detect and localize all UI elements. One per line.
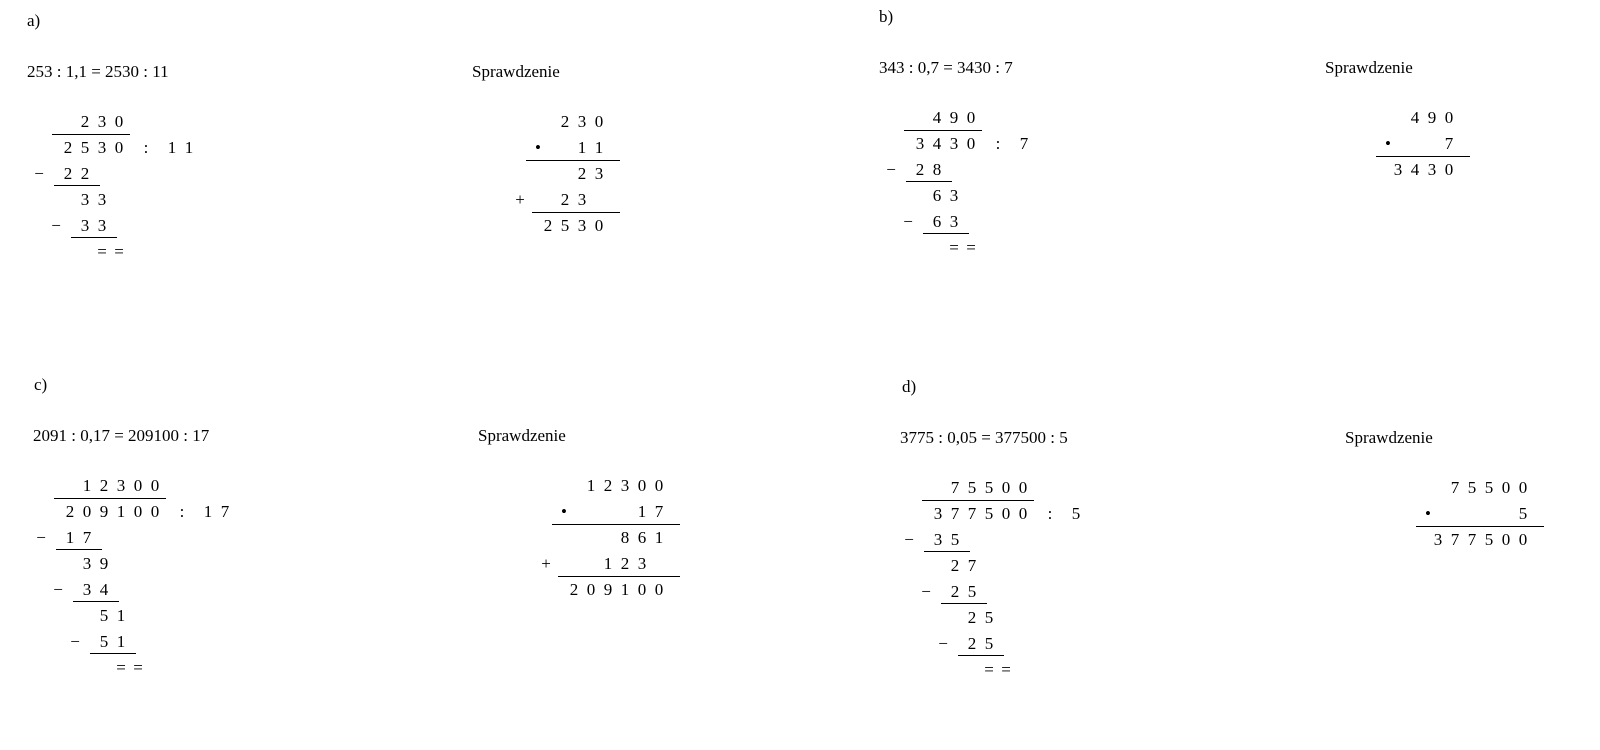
partial-digit: 1 bbox=[654, 528, 664, 547]
check-title: Sprawdzenie bbox=[1345, 428, 1433, 447]
partial-digit: 2 bbox=[560, 190, 570, 209]
result-digit: 0 bbox=[594, 216, 604, 235]
subtrahend-digit: 8 bbox=[932, 160, 942, 179]
subtraction-bar bbox=[941, 603, 987, 604]
problem-label: a) bbox=[27, 11, 41, 30]
factor-digit: 0 bbox=[1444, 108, 1454, 127]
remainder-digit: 3 bbox=[82, 554, 92, 573]
factor-digit: 0 bbox=[1501, 478, 1511, 497]
subtrahend-digit: 1 bbox=[116, 632, 126, 651]
dividend-digit: 0 bbox=[1001, 504, 1011, 523]
subtrahend-digit: 3 bbox=[933, 530, 943, 549]
dividend-digit: 3 bbox=[949, 134, 959, 153]
subtraction-bar bbox=[90, 653, 136, 654]
zero-remainder-mark: = bbox=[949, 238, 959, 257]
result-digit: 7 bbox=[1467, 530, 1477, 549]
result-digit: 0 bbox=[1501, 530, 1511, 549]
quotient-digit: 7 bbox=[950, 478, 960, 497]
subtrahend-digit: 5 bbox=[967, 582, 977, 601]
subtraction-bar bbox=[73, 601, 119, 602]
factor-digit: 3 bbox=[577, 112, 587, 131]
zero-remainder-mark: = bbox=[116, 658, 126, 677]
zero-remainder-mark: = bbox=[1001, 660, 1011, 679]
subtrahend-digit: 6 bbox=[932, 212, 942, 231]
factor-digit: 1 bbox=[586, 476, 596, 495]
partial-digit: 6 bbox=[637, 528, 647, 547]
divisor-digit: 7 bbox=[220, 502, 230, 521]
subtraction-bar bbox=[71, 237, 117, 238]
dividend-digit: 4 bbox=[932, 134, 942, 153]
subtrahend-digit: 2 bbox=[80, 164, 90, 183]
dividend-digit: 0 bbox=[966, 134, 976, 153]
dividend-digit: 0 bbox=[114, 138, 124, 157]
division-colon: : bbox=[995, 134, 1001, 153]
dividend-digit: 3 bbox=[97, 138, 107, 157]
subtrahend-digit: 2 bbox=[950, 582, 960, 601]
minus-sign: − bbox=[904, 530, 914, 549]
result-digit: 3 bbox=[1393, 160, 1403, 179]
result-digit: 2 bbox=[569, 580, 579, 599]
subtrahend-digit: 2 bbox=[915, 160, 925, 179]
minus-sign: − bbox=[70, 632, 80, 651]
factor-digit: 9 bbox=[1427, 108, 1437, 127]
quotient-bar bbox=[52, 134, 130, 135]
product-bar bbox=[552, 524, 680, 525]
problem-label: c) bbox=[34, 375, 48, 394]
partial-digit: 2 bbox=[577, 164, 587, 183]
subtrahend-digit: 3 bbox=[80, 216, 90, 235]
divisor-digit: 7 bbox=[1019, 134, 1029, 153]
problem-label: d) bbox=[902, 377, 917, 396]
minus-sign: − bbox=[903, 212, 913, 231]
product-bar bbox=[1376, 156, 1470, 157]
zero-remainder-mark: = bbox=[114, 242, 124, 261]
multiply-dot: • bbox=[1385, 134, 1391, 153]
factor-digit: 5 bbox=[1518, 504, 1528, 523]
subtrahend-digit: 1 bbox=[65, 528, 75, 547]
zero-remainder-mark: = bbox=[984, 660, 994, 679]
partial-digit: 1 bbox=[603, 554, 613, 573]
quotient-bar bbox=[904, 130, 982, 131]
minus-sign: − bbox=[938, 634, 948, 653]
equation: 253 : 1,1 = 2530 : 11 bbox=[27, 62, 169, 81]
subtrahend-digit: 5 bbox=[950, 530, 960, 549]
subtrahend-digit: 2 bbox=[967, 634, 977, 653]
dividend-digit: 0 bbox=[1018, 504, 1028, 523]
subtrahend-digit: 5 bbox=[99, 632, 109, 651]
partial-digit: 3 bbox=[577, 190, 587, 209]
sum-bar bbox=[558, 576, 680, 577]
dividend-digit: 1 bbox=[116, 502, 126, 521]
divisor-digit: 1 bbox=[167, 138, 177, 157]
partial-digit: 8 bbox=[620, 528, 630, 547]
quotient-digit: 1 bbox=[82, 476, 92, 495]
factor-digit: 0 bbox=[594, 112, 604, 131]
partial-digit: 3 bbox=[594, 164, 604, 183]
check-title: Sprawdzenie bbox=[1325, 58, 1413, 77]
subtrahend-digit: 2 bbox=[63, 164, 73, 183]
equation: 343 : 0,7 = 3430 : 7 bbox=[879, 58, 1013, 77]
minus-sign: − bbox=[921, 582, 931, 601]
remainder-digit: 3 bbox=[949, 186, 959, 205]
quotient-digit: 2 bbox=[80, 112, 90, 131]
equation: 2091 : 0,17 = 209100 : 17 bbox=[33, 426, 210, 445]
result-digit: 2 bbox=[543, 216, 553, 235]
result-digit: 5 bbox=[560, 216, 570, 235]
multiply-dot: • bbox=[1425, 504, 1431, 523]
factor-digit: 0 bbox=[637, 476, 647, 495]
factor-digit: 7 bbox=[654, 502, 664, 521]
divisor-digit: 5 bbox=[1071, 504, 1081, 523]
sum-bar bbox=[532, 212, 620, 213]
quotient-digit: 0 bbox=[133, 476, 143, 495]
subtrahend-digit: 5 bbox=[984, 634, 994, 653]
factor-digit: 1 bbox=[637, 502, 647, 521]
quotient-digit: 0 bbox=[150, 476, 160, 495]
quotient-digit: 9 bbox=[949, 108, 959, 127]
factor-digit: 1 bbox=[577, 138, 587, 157]
remainder-digit: 3 bbox=[80, 190, 90, 209]
subtrahend-digit: 4 bbox=[99, 580, 109, 599]
factor-digit: 1 bbox=[594, 138, 604, 157]
result-digit: 0 bbox=[586, 580, 596, 599]
quotient-digit: 0 bbox=[966, 108, 976, 127]
result-digit: 1 bbox=[620, 580, 630, 599]
minus-sign: − bbox=[51, 216, 61, 235]
dividend-digit: 0 bbox=[150, 502, 160, 521]
factor-digit: 3 bbox=[620, 476, 630, 495]
quotient-digit: 5 bbox=[984, 478, 994, 497]
remainder-digit: 7 bbox=[967, 556, 977, 575]
subtrahend-digit: 3 bbox=[97, 216, 107, 235]
partial-digit: 3 bbox=[637, 554, 647, 573]
factor-digit: 2 bbox=[560, 112, 570, 131]
factor-digit: 7 bbox=[1444, 134, 1454, 153]
subtraction-bar bbox=[906, 181, 952, 182]
minus-sign: − bbox=[886, 160, 896, 179]
zero-remainder-mark: = bbox=[97, 242, 107, 261]
check-title: Sprawdzenie bbox=[472, 62, 560, 81]
result-digit: 3 bbox=[1427, 160, 1437, 179]
result-digit: 4 bbox=[1410, 160, 1420, 179]
minus-sign: − bbox=[53, 580, 63, 599]
minus-sign: − bbox=[34, 164, 44, 183]
plus-sign: + bbox=[515, 190, 525, 209]
remainder-digit: 2 bbox=[950, 556, 960, 575]
remainder-digit: 5 bbox=[99, 606, 109, 625]
subtrahend-digit: 3 bbox=[82, 580, 92, 599]
subtraction-bar bbox=[923, 233, 969, 234]
plus-sign: + bbox=[541, 554, 551, 573]
result-digit: 3 bbox=[1433, 530, 1443, 549]
factor-digit: 0 bbox=[1518, 478, 1528, 497]
factor-digit: 7 bbox=[1450, 478, 1460, 497]
equation: 3775 : 0,05 = 377500 : 5 bbox=[900, 428, 1068, 447]
result-digit: 0 bbox=[1444, 160, 1454, 179]
subtrahend-digit: 3 bbox=[949, 212, 959, 231]
dividend-digit: 2 bbox=[65, 502, 75, 521]
quotient-digit: 4 bbox=[932, 108, 942, 127]
result-digit: 0 bbox=[637, 580, 647, 599]
result-digit: 9 bbox=[603, 580, 613, 599]
dividend-digit: 7 bbox=[967, 504, 977, 523]
result-digit: 5 bbox=[1484, 530, 1494, 549]
factor-digit: 5 bbox=[1467, 478, 1477, 497]
dividend-digit: 0 bbox=[82, 502, 92, 521]
dividend-digit: 3 bbox=[915, 134, 925, 153]
minus-sign: − bbox=[36, 528, 46, 547]
divisor-digit: 1 bbox=[184, 138, 194, 157]
remainder-digit: 6 bbox=[932, 186, 942, 205]
result-digit: 0 bbox=[1518, 530, 1528, 549]
zero-remainder-mark: = bbox=[133, 658, 143, 677]
dividend-digit: 5 bbox=[984, 504, 994, 523]
dividend-digit: 9 bbox=[99, 502, 109, 521]
quotient-digit: 5 bbox=[967, 478, 977, 497]
dividend-digit: 5 bbox=[80, 138, 90, 157]
check-title: Sprawdzenie bbox=[478, 426, 566, 445]
multiply-dot: • bbox=[535, 138, 541, 157]
subtraction-bar bbox=[958, 655, 1004, 656]
division-colon: : bbox=[1047, 504, 1053, 523]
quotient-digit: 2 bbox=[99, 476, 109, 495]
quotient-digit: 0 bbox=[1018, 478, 1028, 497]
result-digit: 7 bbox=[1450, 530, 1460, 549]
subtraction-bar bbox=[54, 185, 100, 186]
remainder-digit: 5 bbox=[984, 608, 994, 627]
zero-remainder-mark: = bbox=[966, 238, 976, 257]
partial-digit: 2 bbox=[620, 554, 630, 573]
quotient-digit: 3 bbox=[116, 476, 126, 495]
problem-label: b) bbox=[879, 7, 894, 26]
dividend-digit: 7 bbox=[950, 504, 960, 523]
result-digit: 0 bbox=[654, 580, 664, 599]
dividend-digit: 0 bbox=[133, 502, 143, 521]
quotient-bar bbox=[922, 500, 1034, 501]
factor-digit: 5 bbox=[1484, 478, 1494, 497]
division-colon: : bbox=[179, 502, 185, 521]
division-colon: : bbox=[143, 138, 149, 157]
quotient-bar bbox=[54, 498, 166, 499]
product-bar bbox=[1416, 526, 1544, 527]
factor-digit: 0 bbox=[654, 476, 664, 495]
multiply-dot: • bbox=[561, 502, 567, 521]
remainder-digit: 1 bbox=[116, 606, 126, 625]
quotient-digit: 0 bbox=[1001, 478, 1011, 497]
dividend-digit: 2 bbox=[63, 138, 73, 157]
factor-digit: 4 bbox=[1410, 108, 1420, 127]
remainder-digit: 3 bbox=[97, 190, 107, 209]
subtraction-bar bbox=[924, 551, 970, 552]
factor-digit: 2 bbox=[603, 476, 613, 495]
subtraction-bar bbox=[56, 549, 102, 550]
quotient-digit: 3 bbox=[97, 112, 107, 131]
quotient-digit: 0 bbox=[114, 112, 124, 131]
remainder-digit: 2 bbox=[967, 608, 977, 627]
divisor-digit: 1 bbox=[203, 502, 213, 521]
result-digit: 3 bbox=[577, 216, 587, 235]
dividend-digit: 3 bbox=[933, 504, 943, 523]
remainder-digit: 9 bbox=[99, 554, 109, 573]
product-bar bbox=[526, 160, 620, 161]
subtrahend-digit: 7 bbox=[82, 528, 92, 547]
